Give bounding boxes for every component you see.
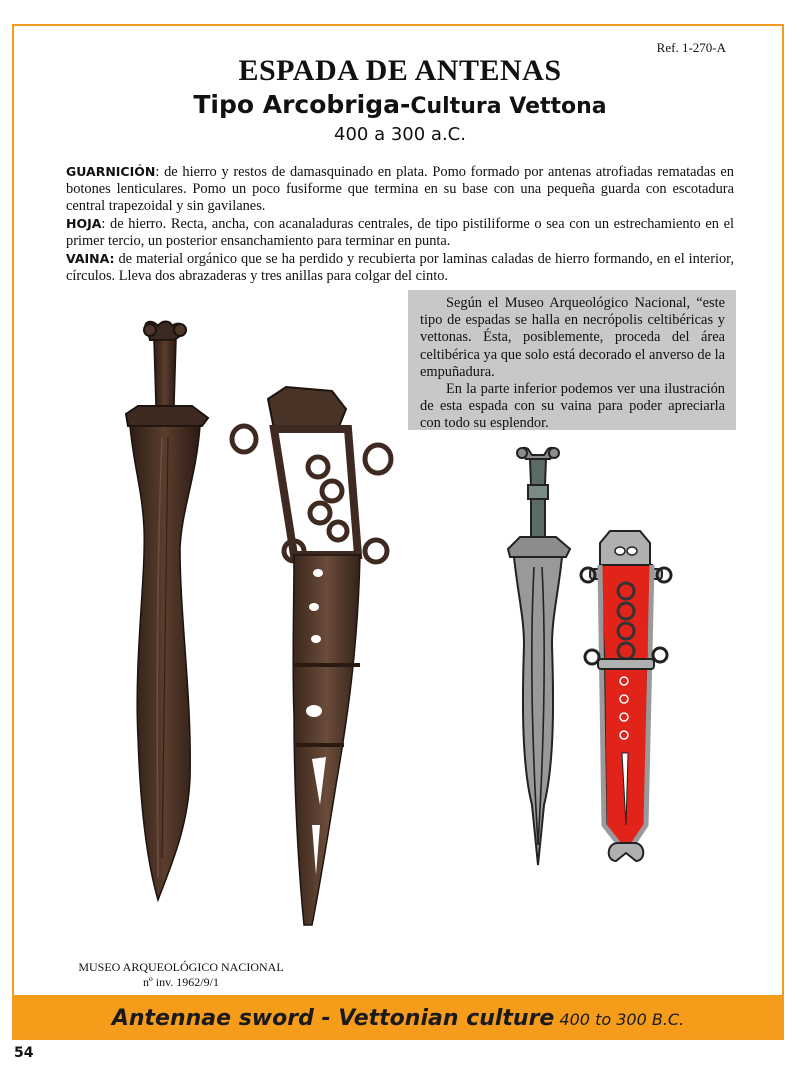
page-subtitle	[0, 90, 800, 119]
hoja-paragraph	[66, 215, 734, 250]
guarnicion-paragraph	[66, 163, 734, 215]
reference-code: Ref. 1-270-A	[656, 40, 726, 55]
museum-name: MUSEO ARQUEOLÓGICO NACIONAL	[78, 960, 284, 974]
quote-paragraph-1: Según el Museo Arqueológico Nacional, “este tipo de espadas se halla en necrópolis celtibéricas y vettonas. Ésta, posiblemente, proceda del área celtibérica ya que solo está decorado el anverso de la empuñadura.	[420, 295, 725, 380]
guarnicion-text: : de hierro y restos de damasquinado en plata. Pomo formado por antenas atrofiadas rematadas en botones lenticulares. Pomo un poco fusiforme que termina en su base con una pequeña guarda con escotadura central trapezoidal y sin gavilanes.	[66, 164, 734, 214]
vaina-label: VAINA:	[66, 251, 115, 266]
guarnicion-label: GUARNICIÓN	[66, 164, 156, 179]
subtitle-type: Tipo Arcobriga-	[193, 90, 411, 119]
footer-banner	[14, 995, 782, 1039]
footer-title: Antennae sword - Vettonian culture	[111, 1006, 555, 1031]
description-block	[66, 163, 734, 285]
footer-date: 400 to 300 B.C.	[559, 1010, 685, 1029]
date-range: 400 a 300 a.C.	[334, 124, 466, 145]
hoja-text: : de hierro. Recta, ancha, con acanaladuras centrales, de tipo pistiliforme o sea con un estrechamiento en el primer tercio, un posterior ensanchamiento para terminar en punta.	[66, 216, 734, 249]
museum-caption	[62, 960, 300, 990]
museum-quote-box	[408, 290, 736, 430]
scabbard-photo	[228, 385, 398, 935]
vaina-paragraph	[66, 250, 734, 285]
hoja-label: HOJA	[66, 216, 102, 231]
subtitle-culture: Cultura Vettona	[410, 94, 607, 119]
sword-photo	[100, 318, 230, 908]
vaina-text: de material orgánico que se ha perdido y recubierta por laminas caladas de hierro formando, en el interior, círculos. Lleva dos abrazaderas y tres anillas para colgar del cinto.	[66, 251, 734, 284]
scabbard-illustration	[576, 525, 676, 873]
inventory-number: nº inv. 1962/9/1	[143, 975, 219, 989]
page-number: 54	[14, 1045, 34, 1061]
sword-illustration	[500, 445, 576, 870]
page-title: ESPADA DE ANTENAS	[238, 54, 562, 87]
quote-paragraph-2: En la parte inferior podemos ver una ilustración de esta espada con su vaina para poder apreciarla con todo su esplendor.	[420, 381, 725, 432]
